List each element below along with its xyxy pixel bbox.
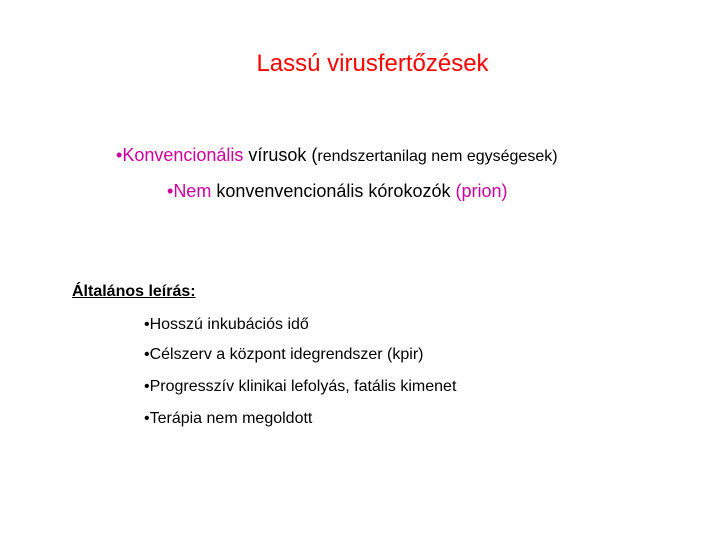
list-item-progression: •Progresszív klinikai lefolyás, fatális kimenet — [144, 378, 457, 395]
open-paren: ( — [311, 145, 318, 165]
bullet-marker: • — [116, 145, 123, 165]
slide-title: Lassú virusfertőzések — [256, 50, 489, 77]
term-not: Nem — [173, 181, 212, 201]
bullet-line-conventional-viruses — [116, 143, 558, 169]
taxonomy-note: rendszertanilag nem egységesek — [317, 148, 553, 165]
bullet-line-unconventional-agents — [167, 179, 507, 203]
close-paren: ) — [552, 148, 558, 165]
list-item-target-organ: •Célszerv a központ idegrendszer (kpir) — [144, 346, 424, 363]
general-description-heading: Általános leírás: — [72, 283, 196, 300]
term-conventional: Konvencionális — [122, 145, 244, 165]
term-prion: (prion) — [455, 181, 508, 201]
list-item-therapy: •Terápia nem megoldott — [144, 410, 313, 427]
list-item-incubation: •Hosszú inkubációs idő — [144, 316, 309, 333]
term-unconventional-agents: konvenvencionális kórokozók — [211, 181, 456, 201]
term-viruses: vírusok — [243, 145, 312, 165]
bullet-marker: • — [167, 181, 174, 201]
